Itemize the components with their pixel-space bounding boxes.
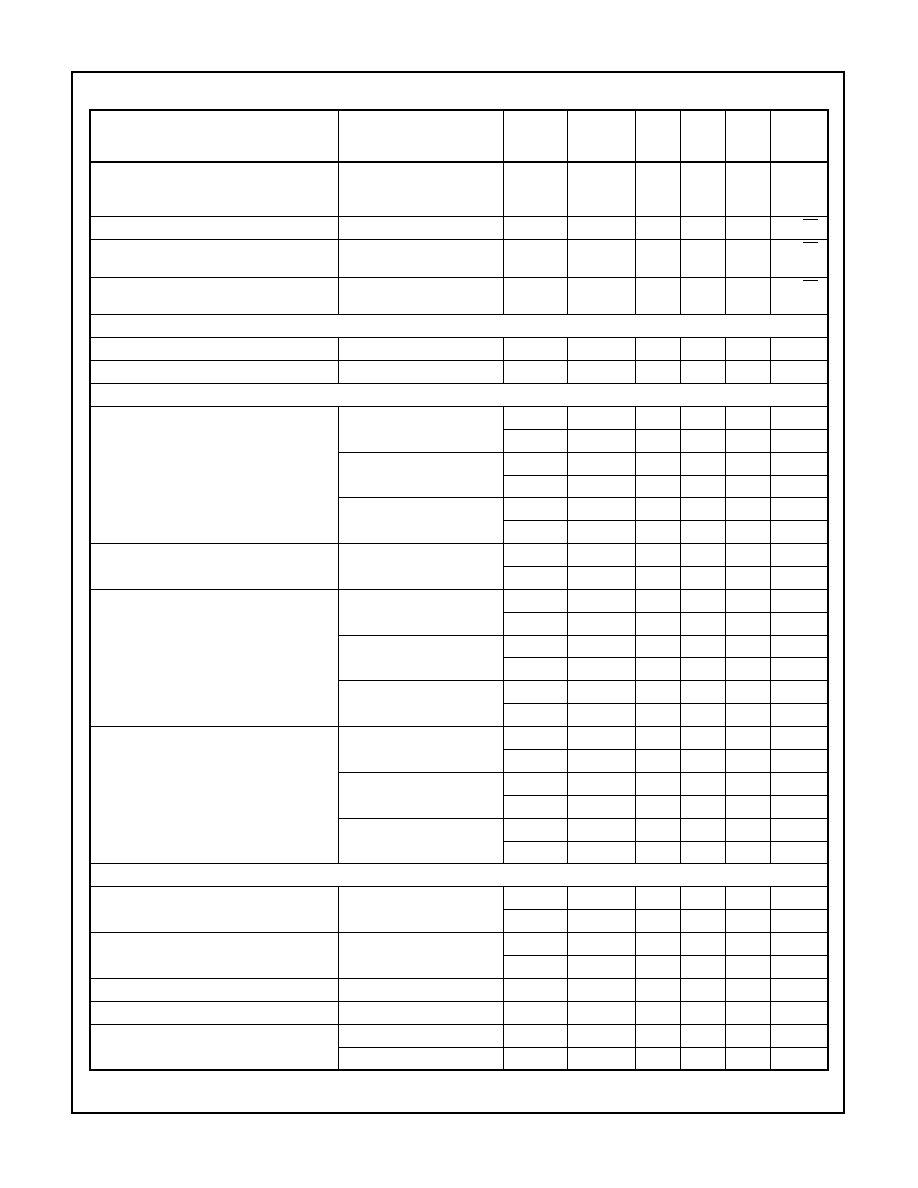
row-divider [90,239,827,240]
column-divider [567,110,568,314]
value-row-divider [503,955,827,956]
column-divider [680,337,681,383]
sub-row-divider [338,818,827,819]
column-divider [635,337,636,383]
column-divider [503,406,504,863]
row-divider [90,589,827,590]
overline-mark [803,242,818,243]
spec-table [89,109,829,1071]
column-divider [725,337,726,383]
row-divider [90,383,827,384]
column-divider [635,406,636,863]
column-divider [338,406,339,863]
column-divider [635,886,636,1069]
column-divider [503,337,504,383]
value-row-divider [503,703,827,704]
column-divider [503,886,504,1069]
value-row-divider [503,612,827,613]
value-row-divider [503,429,827,430]
row-divider [90,360,827,361]
row-divider [90,863,827,864]
row-divider [90,978,827,979]
row-divider [90,1024,827,1025]
sub-row-divider [338,1047,827,1048]
row-divider [90,314,827,315]
row-divider [90,543,827,544]
value-row-divider [503,566,827,567]
row-divider [90,277,827,278]
column-divider [567,886,568,1069]
row-divider [90,337,827,338]
sub-row-divider [338,680,827,681]
row-divider [90,932,827,933]
overline-mark [803,280,818,281]
row-divider [90,406,827,407]
column-divider [567,337,568,383]
overline-mark [803,219,818,220]
value-row-divider [503,795,827,796]
value-row-divider [503,749,827,750]
sub-row-divider [338,635,827,636]
value-row-divider [503,475,827,476]
column-divider [770,337,771,383]
row-divider [90,216,827,217]
value-row-divider [503,909,827,910]
column-divider [680,886,681,1069]
column-divider [680,110,681,314]
column-divider [338,337,339,383]
column-divider [725,406,726,863]
column-divider [680,406,681,863]
row-divider [90,1001,827,1002]
column-divider [725,110,726,314]
row-divider [90,726,827,727]
column-divider [770,110,771,314]
column-divider [725,886,726,1069]
value-row-divider [503,520,827,521]
column-divider [635,110,636,314]
row-divider [90,886,827,887]
column-divider [338,886,339,1069]
column-divider [770,886,771,1069]
column-divider [503,110,504,314]
column-divider [567,406,568,863]
column-divider [338,110,339,314]
column-divider [770,406,771,863]
sub-row-divider [338,452,827,453]
header-divider [90,161,827,163]
sub-row-divider [338,772,827,773]
value-row-divider [503,657,827,658]
sub-row-divider [338,497,827,498]
value-row-divider [503,841,827,842]
